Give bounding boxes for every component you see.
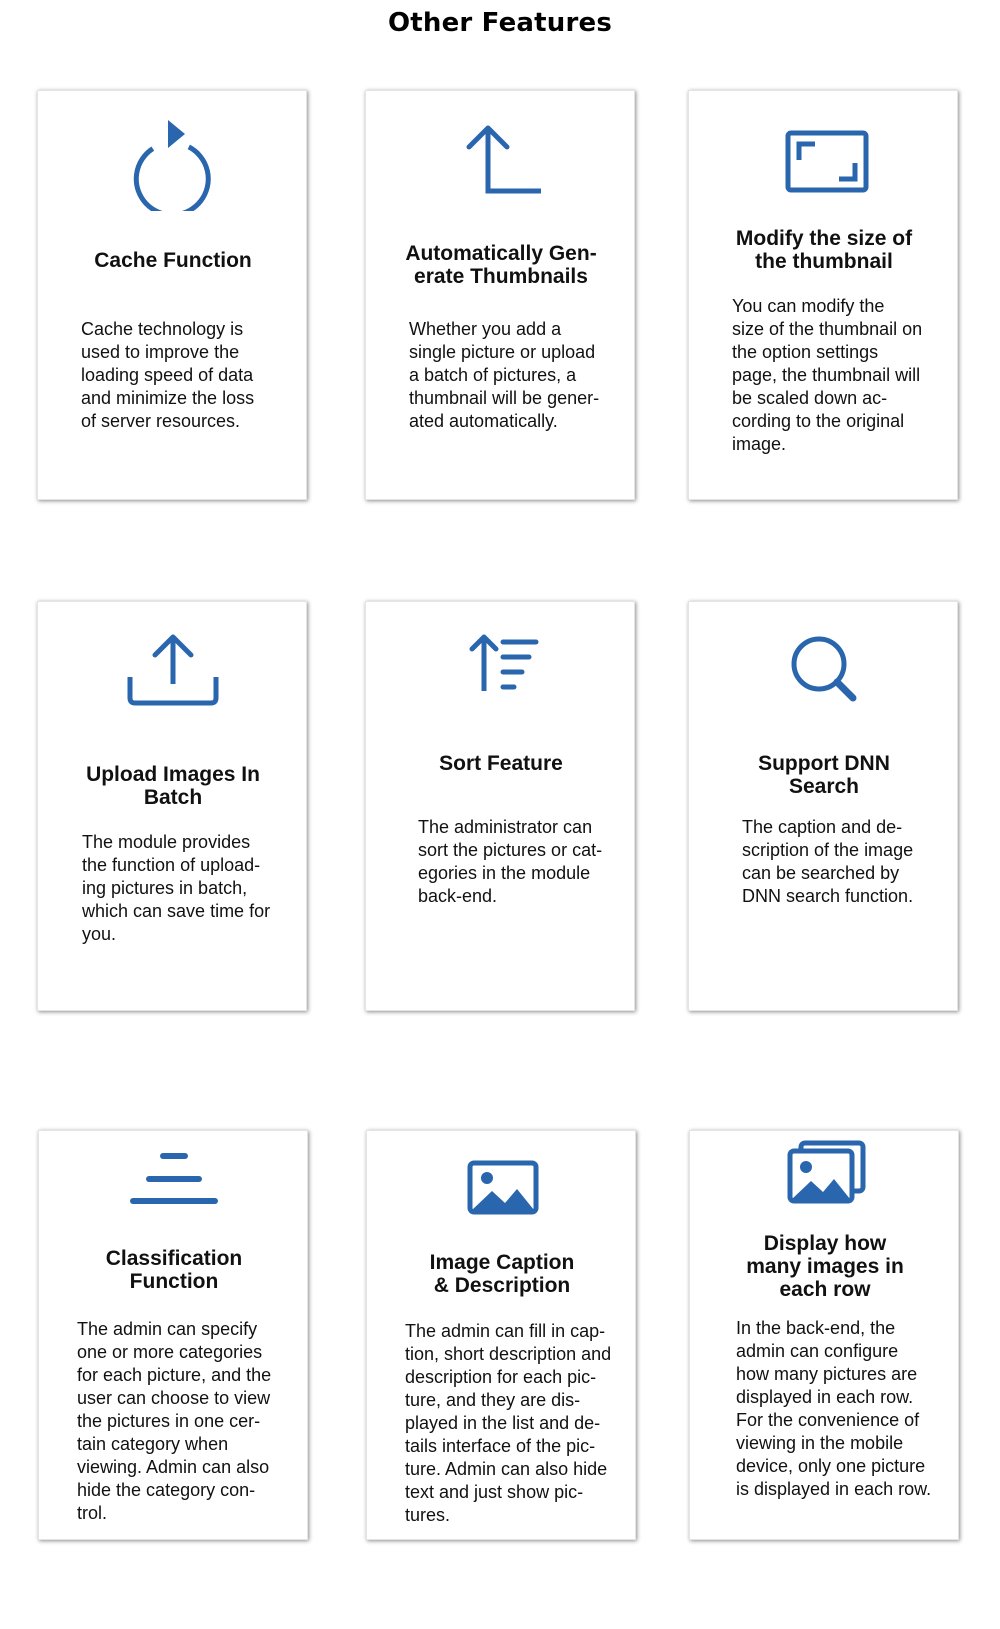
image-icon bbox=[367, 1151, 637, 1246]
card-description: In the back-end, the admin can configure how many pictures are displayed in each row. For the convenience of viewing in the mobile device, only one picture is displayed in each row. bbox=[736, 1318, 932, 1499]
images-stack-icon bbox=[690, 1136, 960, 1231]
card-title: Cache Function bbox=[94, 249, 252, 272]
feature-card-upload-batch bbox=[37, 601, 307, 1011]
feature-card-thumbnail-size bbox=[688, 90, 958, 500]
feature-card-thumbnails bbox=[365, 90, 635, 500]
card-description: You can modify the size of the thumbnail on the option settings page, the thumbnail will be scaled down ac- cording to the original image. bbox=[732, 296, 923, 454]
card-title: Sort Feature bbox=[439, 752, 563, 775]
upload-icon bbox=[38, 627, 308, 722]
card-description: Cache technology is used to improve the loading speed of data and minimize the loss of server resources. bbox=[81, 319, 255, 431]
card-title: Display how many images in each row bbox=[746, 1232, 904, 1301]
card-description: Whether you add a single picture or upload a batch of pictures, a thumbnail will be gener- ated automatically. bbox=[409, 319, 600, 431]
classification-icon bbox=[39, 1141, 309, 1236]
feature-card-caption-description bbox=[366, 1130, 636, 1540]
corner-up-arrow-icon bbox=[366, 116, 636, 211]
feature-card-sort bbox=[365, 601, 635, 1011]
card-title: Upload Images In Batch bbox=[86, 763, 260, 809]
page-title: Other Features bbox=[387, 8, 613, 38]
card-title: Support DNN Search bbox=[758, 752, 890, 798]
search-icon bbox=[689, 627, 959, 722]
sort-icon bbox=[366, 627, 636, 722]
resize-frame-icon bbox=[689, 116, 959, 211]
card-description: The admin can specify one or more categories for each picture, and the user can choose to view the pictures in one cer- tain category when viewing. Admin can also hide the category con- trol. bbox=[77, 1319, 272, 1523]
card-title: Modify the size of the thumbnail bbox=[735, 227, 913, 273]
card-title: Image Caption & Description bbox=[429, 1251, 575, 1297]
card-title: Automatically Gen- erate Thumbnails bbox=[405, 242, 597, 288]
card-description: The module provides the function of upload- ing pictures in batch, which can save time for you. bbox=[82, 832, 271, 944]
card-description: The caption and de- scription of the image can be searched by DNN search function. bbox=[742, 817, 914, 906]
card-description: The admin can fill in cap- tion, short description and description for each pic- ture, and they are dis- played in the list and de- tails interface of the pic- ture. Admin can also hide text and just show pic- tures. bbox=[405, 1321, 612, 1525]
feature-card-cache bbox=[37, 90, 307, 500]
refresh-icon bbox=[38, 116, 308, 211]
card-title: Classification Function bbox=[105, 1247, 243, 1293]
feature-card-classification bbox=[38, 1130, 308, 1540]
feature-card-dnn-search bbox=[688, 601, 958, 1011]
feature-card-images-per-row bbox=[689, 1130, 959, 1540]
card-description: The administrator can sort the pictures or cat- egories in the module back-end. bbox=[418, 817, 603, 906]
